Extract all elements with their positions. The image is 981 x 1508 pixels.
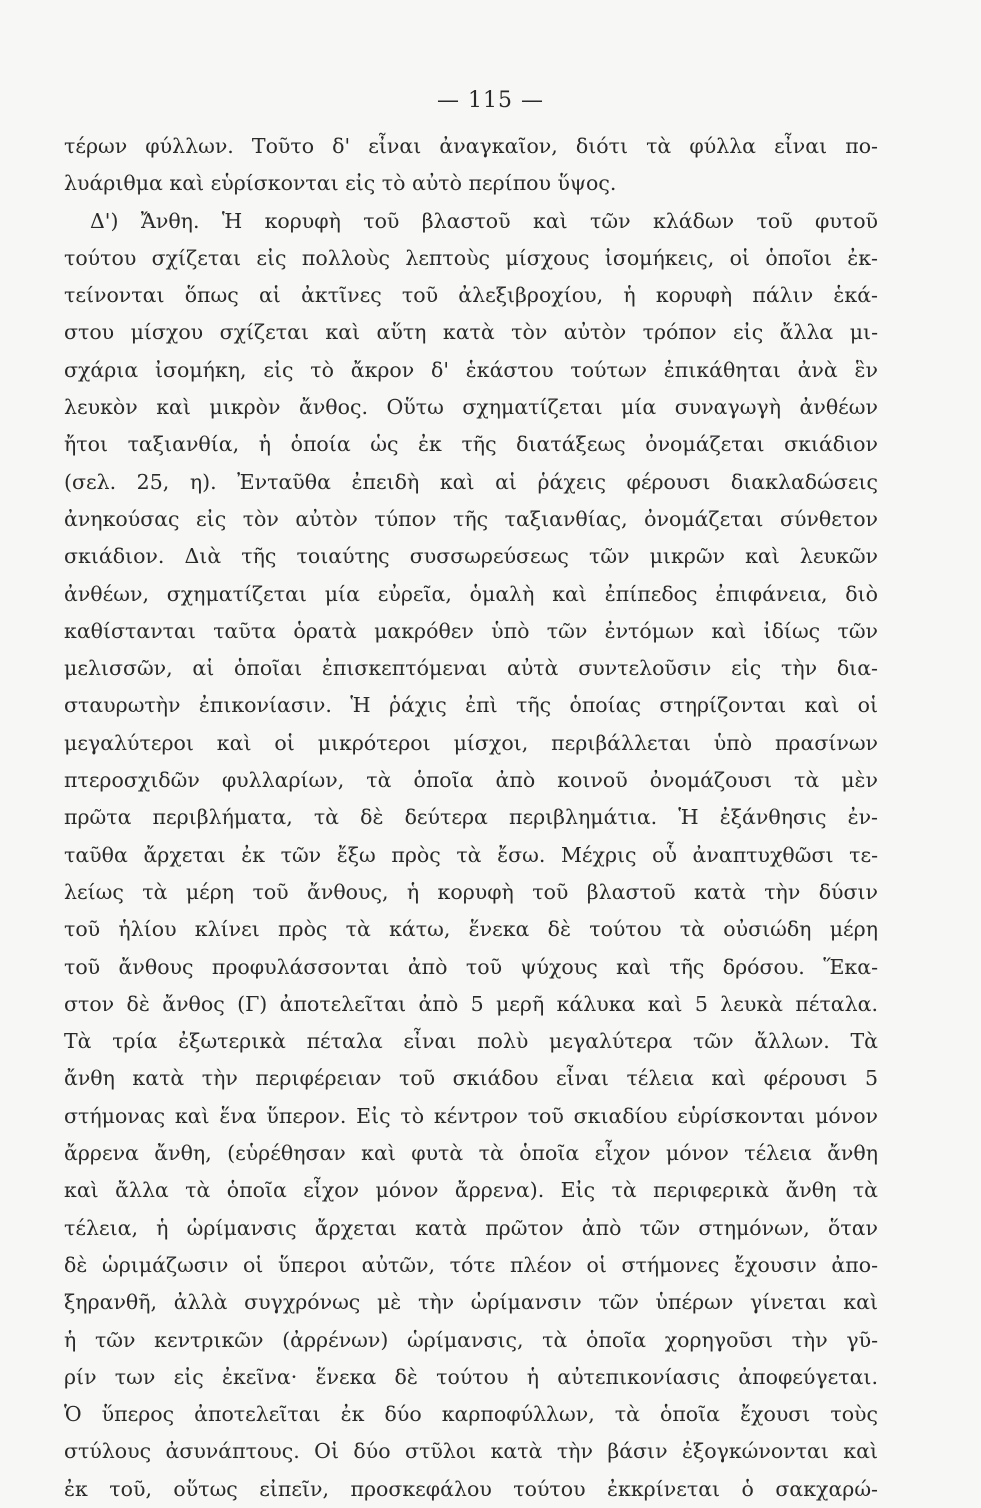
text-line: λείως τὰ μέρη τοῦ ἄνθους, ἡ κορυφὴ τοῦ βλαστοῦ κατὰ τὴν δύσιν bbox=[64, 879, 878, 904]
text-line: τείνονται ὅπως αἱ ἀκτῖνες τοῦ ἀλεξιβροχίου, ἡ κορυφὴ πάλιν ἑκά- bbox=[64, 283, 878, 308]
text-line: Ὁ ὕπερος ἀποτελεῖται ἐκ δύο καρποφύλλων, τὰ ὁποῖα ἔχουσι τοὺς bbox=[64, 1402, 878, 1427]
text-line: δὲ ὡριμάζωσιν οἱ ὕπεροι αὐτῶν, τότε πλέον οἱ στήμονες ἔχουσιν ἀπο- bbox=[64, 1252, 878, 1277]
text-line: στήμονας καὶ ἕνα ὕπερον. Εἰς τὸ κέντρον τοῦ σκιαδίου εὑρίσκονται μόνον bbox=[64, 1103, 878, 1128]
text-line: τοῦ ἡλίου κλίνει πρὸς τὰ κάτω, ἕνεκα δὲ τούτου τὰ οὐσιώδη μέρη bbox=[64, 917, 878, 942]
text-line: καθίστανται ταῦτα ὁρατὰ μακρόθεν ὑπὸ τῶν ἐντόμων καὶ ἰδίως τῶν bbox=[64, 618, 878, 643]
text-line: μεγαλύτεροι καὶ οἱ μικρότεροι μίσχοι, περιβάλλεται ὑπὸ πρασίνων bbox=[64, 730, 878, 755]
text-line: ἀνηκούσας εἰς τὸν αὐτὸν τύπον τῆς ταξιανθίας, ὀνομάζεται σύνθετον bbox=[64, 506, 878, 531]
text-line: στον δὲ ἄνθος (Γ) ἀποτελεῖται ἀπὸ 5 μερῆ κάλυκα καὶ 5 λευκὰ πέταλα. bbox=[64, 991, 878, 1016]
text-line: τούτου σχίζεται εἰς πολλοὺς λεπτοὺς μίσχους ἰσομήκεις, οἱ ὁποῖοι ἐκ- bbox=[64, 245, 878, 270]
text-line: ρίν των εἰς ἐκεῖνα· ἕνεκα δὲ τούτου ἡ αὐτεπικονίασις ἀποφεύγεται. bbox=[64, 1364, 878, 1389]
text-line: σταυρωτὴν ἐπικονίασιν. Ἡ ῥάχις ἐπὶ τῆς ὁποίας στηρίζονται καὶ οἱ bbox=[64, 693, 878, 718]
text-line: σκιάδιον. Διὰ τῆς τοιαύτης συσσωρεύσεως τῶν μικρῶν καὶ λευκῶν bbox=[64, 544, 878, 569]
text-line: Τὰ τρία ἐξωτερικὰ πέταλα εἶναι πολὺ μεγαλύτερα τῶν ἄλλων. Τὰ bbox=[64, 1029, 878, 1054]
body-text bbox=[64, 128, 878, 1508]
text-line: πρῶτα περιβλήματα, τὰ δὲ δεύτερα περιβλημάτια. Ἡ ἐξάνθησις ἐν- bbox=[64, 805, 878, 830]
text-line: στύλους ἀσυνάπτους. Οἱ δύο στῦλοι κατὰ τὴν βάσιν ἐξογκώνονται καὶ bbox=[64, 1439, 878, 1464]
page-number-header: — 115 — bbox=[437, 88, 544, 113]
text-line: Δ') Ἄνθη. Ἡ κορυφὴ τοῦ βλαστοῦ καὶ τῶν κλάδων τοῦ φυτοῦ bbox=[90, 208, 878, 233]
text-line: λευκὸν καὶ μικρὸν ἄνθος. Οὕτω σχηματίζεται μία συναγωγὴ ἀνθέων bbox=[64, 395, 878, 420]
text-line: λυάριθμα καὶ εὑρίσκονται εἰς τὸ αὐτὸ περίπου ὕψος. bbox=[64, 171, 617, 196]
text-line: τοῦ ἄνθους προφυλάσσονται ἀπὸ τοῦ ψύχους καὶ τῆς δρόσου. Ἕκα- bbox=[64, 954, 878, 979]
text-line: ἐκ τοῦ, οὕτως εἰπεῖν, προσκεφάλου τούτου ἐκκρίνεται ὁ σακχαρώ- bbox=[64, 1476, 878, 1501]
text-line: ἡ τῶν κεντρικῶν (ἀρρένων) ὡρίμανσις, τὰ ὁποῖα χορηγοῦσι τὴν γῦ- bbox=[64, 1327, 878, 1352]
text-line: ξηρανθῆ, ἀλλὰ συγχρόνως μὲ τὴν ὡρίμανσιν τῶν ὑπέρων γίνεται καὶ bbox=[64, 1290, 878, 1315]
text-line: στου μίσχου σχίζεται καὶ αὕτη κατὰ τὸν αὐτὸν τρόπον εἰς ἄλλα μι- bbox=[64, 320, 878, 345]
text-line: ἀνθέων, σχηματίζεται μία εὐρεῖα, ὁμαλὴ καὶ ἐπίπεδος ἐπιφάνεια, διὸ bbox=[64, 581, 878, 606]
text-line: ἤτοι ταξιανθία, ἡ ὁποία ὡς ἐκ τῆς διατάξεως ὀνομάζεται σκιάδιον bbox=[64, 432, 878, 457]
text-line: πτεροσχιδῶν φυλλαρίων, τὰ ὁποῖα ἀπὸ κοινοῦ ὀνομάζουσι τὰ μὲν bbox=[64, 768, 878, 793]
text-line: καὶ ἄλλα τὰ ὁποῖα εἶχον μόνον ἄρρενα). Εἰς τὰ περιφερικὰ ἄνθη τὰ bbox=[64, 1178, 878, 1203]
text-line: (σελ. 25, η). Ἐνταῦθα ἐπειδὴ καὶ αἱ ῥάχεις φέρουσι διακλαδώσεις bbox=[64, 469, 878, 494]
text-line: σχάρια ἰσομήκη, εἰς τὸ ἄκρον δ' ἑκάστου τούτων ἐπικάθηται ἀνὰ ἓν bbox=[64, 357, 878, 382]
text-line: ἄρρενα ἄνθη, (εὑρέθησαν καὶ φυτὰ τὰ ὁποῖα εἶχον μόνον τέλεια ἄνθη bbox=[64, 1141, 878, 1166]
text-line: ταῦθα ἄρχεται ἐκ τῶν ἔξω πρὸς τὰ ἔσω. Μέχρις οὗ ἀναπτυχθῶσι τε- bbox=[64, 842, 878, 867]
text-line: τέρων φύλλων. Τοῦτο δ' εἶναι ἀναγκαῖον, διότι τὰ φύλλα εἶναι πο- bbox=[64, 134, 878, 158]
text-line: ἄνθη κατὰ τὴν περιφέρειαν τοῦ σκιάδου εἶναι τέλεια καὶ φέρουσι 5 bbox=[64, 1066, 878, 1091]
text-line: τέλεια, ἡ ὡρίμανσις ἄρχεται κατὰ πρῶτον ἀπὸ τῶν στημόνων, ὅταν bbox=[64, 1215, 878, 1240]
text-line: μελισσῶν, αἱ ὁποῖαι ἐπισκεπτόμεναι αὐτὰ συντελοῦσιν εἰς τὴν δια- bbox=[64, 656, 878, 681]
